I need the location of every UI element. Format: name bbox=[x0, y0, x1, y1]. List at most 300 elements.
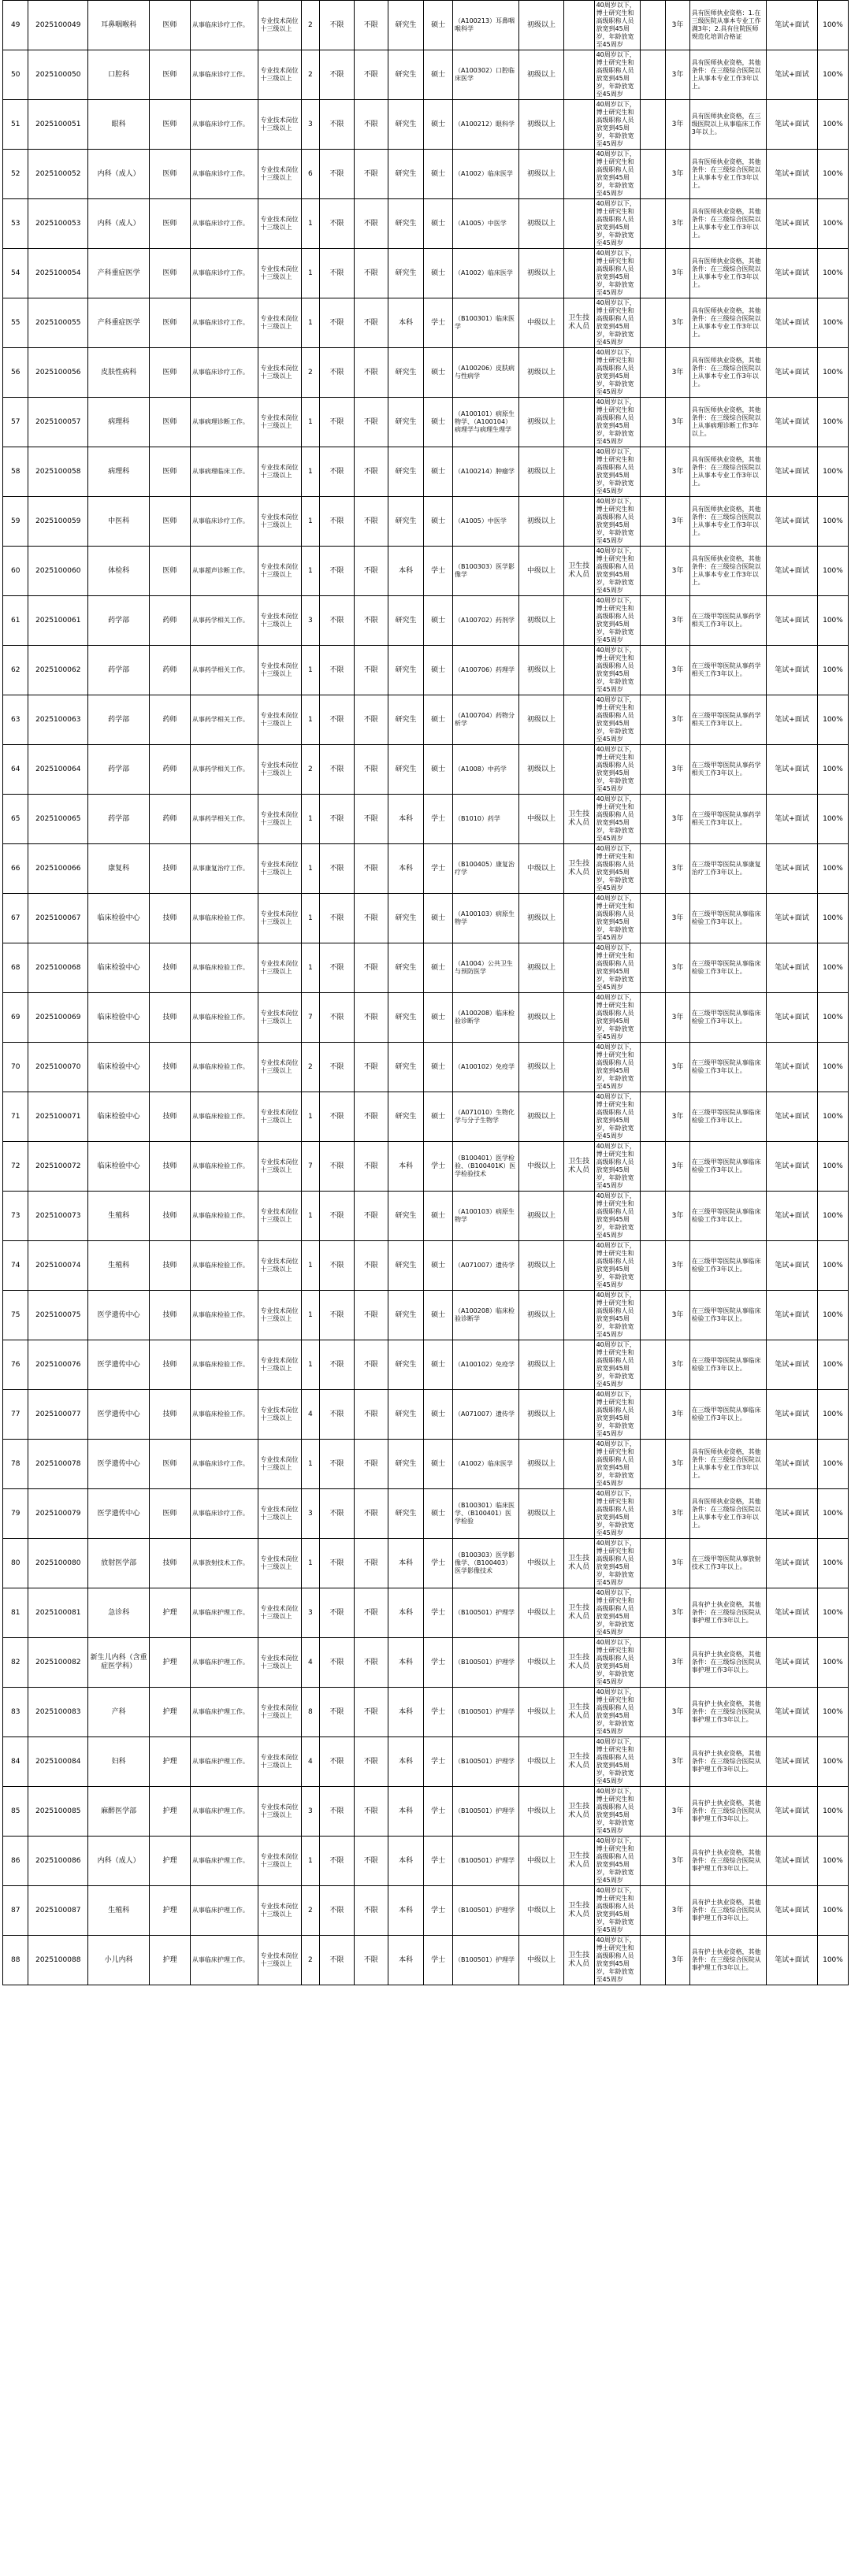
cell-ratio: 100% bbox=[817, 695, 848, 745]
cell-qualification-category bbox=[563, 50, 594, 100]
cell-age-requirement: 40周岁以下，博士研究生和高级职称人员放宽到45周岁，年龄放宽至45周岁 bbox=[594, 1291, 640, 1340]
cell-service-years: 3年 bbox=[666, 1588, 689, 1638]
cell-title-level: 中级以上 bbox=[519, 1936, 563, 1985]
cell-age-requirement: 40周岁以下，博士研究生和高级职称人员放宽到45周岁，年龄放宽至45周岁 bbox=[594, 1539, 640, 1588]
cell-major: （B100303）医学影像学 bbox=[453, 547, 519, 596]
cell-other-requirements: 在三级甲等医院从事临床检验工作3年以上。 bbox=[689, 1043, 766, 1092]
cell-major: （A100213）耳鼻咽喉科学 bbox=[453, 1, 519, 50]
cell-other-requirements: 具有医师执业资格，其他条件：在三级综合医院以上从事本专业工作3年以上。 bbox=[689, 497, 766, 547]
cell-education: 本科 bbox=[388, 1588, 423, 1638]
cell-row-number: 83 bbox=[3, 1688, 28, 1737]
cell-degree: 硕士 bbox=[424, 199, 453, 249]
cell-qualification-category: 卫生技术人员 bbox=[563, 1142, 594, 1192]
cell-ratio: 100% bbox=[817, 1043, 848, 1092]
cell-degree: 硕士 bbox=[424, 1241, 453, 1291]
cell-ratio: 100% bbox=[817, 298, 848, 348]
cell-hire-count: 1 bbox=[301, 795, 320, 844]
cell-gender: 不限 bbox=[320, 943, 354, 993]
cell-qualification-category: 卫生技术人员 bbox=[563, 1787, 594, 1837]
cell-other-requirements: 具有护士执业资格，其他条件：在三级综合医院从事护理工作3年以上。 bbox=[689, 1886, 766, 1936]
cell-exam-method: 笔试+面试 bbox=[767, 1043, 818, 1092]
cell-ethnicity: 不限 bbox=[354, 745, 388, 795]
cell-post-code: 2025100070 bbox=[28, 1043, 88, 1092]
cell-post-type: 技师 bbox=[150, 1340, 191, 1390]
cell-ratio: 100% bbox=[817, 1539, 848, 1588]
cell-hire-count: 2 bbox=[301, 348, 320, 398]
table-row bbox=[3, 199, 849, 249]
cell-major: （A100206）皮肤病与性病学 bbox=[453, 348, 519, 398]
cell-row-number: 77 bbox=[3, 1390, 28, 1440]
cell-ratio: 100% bbox=[817, 894, 848, 943]
cell-age-requirement: 40周岁以下，博士研究生和高级职称人员放宽到45周岁，年龄放宽至45周岁 bbox=[594, 1936, 640, 1985]
cell-gender: 不限 bbox=[320, 1192, 354, 1241]
cell-post-type: 技师 bbox=[150, 894, 191, 943]
cell-education: 研究生 bbox=[388, 497, 423, 547]
cell-post-type: 医师 bbox=[150, 1489, 191, 1539]
cell-row-number: 87 bbox=[3, 1886, 28, 1936]
cell-residency bbox=[640, 50, 665, 100]
cell-qualification-category: 卫生技术人员 bbox=[563, 1638, 594, 1688]
cell-row-number: 70 bbox=[3, 1043, 28, 1092]
cell-hire-count: 2 bbox=[301, 1886, 320, 1936]
cell-post-type: 医师 bbox=[150, 497, 191, 547]
cell-major: （B100301）临床医学、（B100401）医学检验 bbox=[453, 1489, 519, 1539]
cell-ethnicity: 不限 bbox=[354, 646, 388, 695]
cell-post-level: 专业技术岗位十三级以上 bbox=[258, 646, 301, 695]
cell-ethnicity: 不限 bbox=[354, 993, 388, 1043]
cell-other-requirements: 具有医师执业资格：1.在三级医院从事本专业工作满3年；2.具有住院医师规范化培训合格证 bbox=[689, 1, 766, 50]
cell-title-level: 初级以上 bbox=[519, 150, 563, 199]
cell-hire-count: 1 bbox=[301, 497, 320, 547]
cell-qualification-category bbox=[563, 745, 594, 795]
table-row bbox=[3, 447, 849, 497]
cell-other-requirements: 在三级甲等医院从事药学相关工作3年以上。 bbox=[689, 795, 766, 844]
table-row bbox=[3, 1539, 849, 1588]
cell-job-duty: 从事临床诊疗工作。 bbox=[190, 150, 258, 199]
cell-hire-count: 1 bbox=[301, 447, 320, 497]
cell-post-code: 2025100078 bbox=[28, 1440, 88, 1489]
cell-title-level: 初级以上 bbox=[519, 1390, 563, 1440]
cell-degree: 学士 bbox=[424, 844, 453, 894]
cell-job-duty: 从事临床检验工作。 bbox=[190, 993, 258, 1043]
cell-qualification-category bbox=[563, 150, 594, 199]
cell-post-type: 医师 bbox=[150, 398, 191, 447]
cell-ratio: 100% bbox=[817, 1588, 848, 1638]
cell-post-type: 技师 bbox=[150, 1142, 191, 1192]
cell-other-requirements: 具有护士执业资格，其他条件：在三级综合医院从事护理工作3年以上。 bbox=[689, 1837, 766, 1886]
cell-row-number: 67 bbox=[3, 894, 28, 943]
cell-degree: 硕士 bbox=[424, 745, 453, 795]
cell-age-requirement: 40周岁以下，博士研究生和高级职称人员放宽到45周岁，年龄放宽至45周岁 bbox=[594, 1489, 640, 1539]
cell-education: 研究生 bbox=[388, 894, 423, 943]
cell-age-requirement: 40周岁以下，博士研究生和高级职称人员放宽到45周岁，年龄放宽至45周岁 bbox=[594, 298, 640, 348]
cell-age-requirement: 40周岁以下，博士研究生和高级职称人员放宽到45周岁，年龄放宽至45周岁 bbox=[594, 596, 640, 646]
cell-title-level: 中级以上 bbox=[519, 1837, 563, 1886]
cell-gender: 不限 bbox=[320, 646, 354, 695]
table-row bbox=[3, 695, 849, 745]
cell-ratio: 100% bbox=[817, 547, 848, 596]
cell-post-code: 2025100071 bbox=[28, 1092, 88, 1142]
cell-row-number: 65 bbox=[3, 795, 28, 844]
cell-degree: 学士 bbox=[424, 1936, 453, 1985]
cell-age-requirement: 40周岁以下，博士研究生和高级职称人员放宽到45周岁，年龄放宽至45周岁 bbox=[594, 100, 640, 150]
cell-service-years: 3年 bbox=[666, 894, 689, 943]
cell-other-requirements: 在三级甲等医院从事临床检验工作3年以上。 bbox=[689, 1340, 766, 1390]
cell-ratio: 100% bbox=[817, 199, 848, 249]
cell-exam-method: 笔试+面试 bbox=[767, 745, 818, 795]
cell-gender: 不限 bbox=[320, 1837, 354, 1886]
cell-education: 本科 bbox=[388, 1936, 423, 1985]
cell-post-type: 医师 bbox=[150, 547, 191, 596]
cell-title-level: 中级以上 bbox=[519, 1588, 563, 1638]
cell-exam-method: 笔试+面试 bbox=[767, 249, 818, 298]
table-row bbox=[3, 596, 849, 646]
cell-major: （A100102）免疫学 bbox=[453, 1043, 519, 1092]
cell-post-type: 护理 bbox=[150, 1688, 191, 1737]
cell-exam-method: 笔试+面试 bbox=[767, 1936, 818, 1985]
cell-post-level: 专业技术岗位十三级以上 bbox=[258, 1440, 301, 1489]
cell-gender: 不限 bbox=[320, 298, 354, 348]
cell-qualification-category bbox=[563, 199, 594, 249]
cell-post-code: 2025100086 bbox=[28, 1837, 88, 1886]
cell-ethnicity: 不限 bbox=[354, 50, 388, 100]
cell-ethnicity: 不限 bbox=[354, 100, 388, 150]
cell-title-level: 中级以上 bbox=[519, 1142, 563, 1192]
cell-exam-method: 笔试+面试 bbox=[767, 1688, 818, 1737]
cell-ratio: 100% bbox=[817, 1489, 848, 1539]
cell-hire-count: 1 bbox=[301, 1539, 320, 1588]
cell-row-number: 56 bbox=[3, 348, 28, 398]
cell-department: 内科（成人） bbox=[88, 1837, 150, 1886]
table-row bbox=[3, 547, 849, 596]
cell-gender: 不限 bbox=[320, 1936, 354, 1985]
cell-job-duty: 从事临床检验工作。 bbox=[190, 894, 258, 943]
cell-ratio: 100% bbox=[817, 745, 848, 795]
cell-gender: 不限 bbox=[320, 745, 354, 795]
cell-qualification-category: 卫生技术人员 bbox=[563, 298, 594, 348]
cell-residency bbox=[640, 1192, 665, 1241]
cell-title-level: 初级以上 bbox=[519, 1241, 563, 1291]
cell-post-code: 2025100049 bbox=[28, 1, 88, 50]
cell-service-years: 3年 bbox=[666, 1489, 689, 1539]
cell-education: 本科 bbox=[388, 1688, 423, 1737]
cell-row-number: 74 bbox=[3, 1241, 28, 1291]
cell-other-requirements: 在三级甲等医院从事药学相关工作3年以上。 bbox=[689, 695, 766, 745]
cell-degree: 硕士 bbox=[424, 1489, 453, 1539]
cell-exam-method: 笔试+面试 bbox=[767, 447, 818, 497]
cell-post-code: 2025100080 bbox=[28, 1539, 88, 1588]
cell-post-level: 专业技术岗位十三级以上 bbox=[258, 1142, 301, 1192]
cell-row-number: 76 bbox=[3, 1340, 28, 1390]
cell-hire-count: 2 bbox=[301, 1936, 320, 1985]
cell-hire-count: 2 bbox=[301, 1, 320, 50]
cell-service-years: 3年 bbox=[666, 695, 689, 745]
cell-education: 本科 bbox=[388, 1142, 423, 1192]
cell-degree: 学士 bbox=[424, 298, 453, 348]
cell-major: （A100702）药剂学 bbox=[453, 596, 519, 646]
cell-degree: 硕士 bbox=[424, 596, 453, 646]
cell-title-level: 初级以上 bbox=[519, 596, 563, 646]
table-row bbox=[3, 1588, 849, 1638]
cell-post-level: 专业技术岗位十三级以上 bbox=[258, 596, 301, 646]
cell-ratio: 100% bbox=[817, 844, 848, 894]
cell-post-code: 2025100057 bbox=[28, 398, 88, 447]
cell-ethnicity: 不限 bbox=[354, 398, 388, 447]
cell-residency bbox=[640, 249, 665, 298]
cell-ethnicity: 不限 bbox=[354, 497, 388, 547]
cell-post-code: 2025100073 bbox=[28, 1192, 88, 1241]
cell-qualification-category bbox=[563, 100, 594, 150]
cell-post-code: 2025100056 bbox=[28, 348, 88, 398]
cell-ratio: 100% bbox=[817, 993, 848, 1043]
cell-education: 研究生 bbox=[388, 1241, 423, 1291]
cell-other-requirements: 具有医师执业资格，其他条件：在三级综合医院以上从事本专业工作3年以上。 bbox=[689, 150, 766, 199]
cell-age-requirement: 40周岁以下，博士研究生和高级职称人员放宽到45周岁，年龄放宽至45周岁 bbox=[594, 1043, 640, 1092]
cell-residency bbox=[640, 1, 665, 50]
cell-post-code: 2025100054 bbox=[28, 249, 88, 298]
cell-major: （A071007）遗传学 bbox=[453, 1390, 519, 1440]
table-row bbox=[3, 1043, 849, 1092]
cell-ratio: 100% bbox=[817, 795, 848, 844]
cell-other-requirements: 具有医师执业资格，其他条件：在三级综合医院以上从事本专业工作3年以上。 bbox=[689, 1440, 766, 1489]
table-row bbox=[3, 1, 849, 50]
cell-residency bbox=[640, 150, 665, 199]
cell-exam-method: 笔试+面试 bbox=[767, 1539, 818, 1588]
cell-degree: 硕士 bbox=[424, 447, 453, 497]
cell-service-years: 3年 bbox=[666, 447, 689, 497]
table-row bbox=[3, 1886, 849, 1936]
cell-other-requirements: 在三级甲等医院从事药学相关工作3年以上。 bbox=[689, 745, 766, 795]
cell-qualification-category: 卫生技术人员 bbox=[563, 1886, 594, 1936]
cell-hire-count: 1 bbox=[301, 547, 320, 596]
cell-row-number: 73 bbox=[3, 1192, 28, 1241]
table-row bbox=[3, 1291, 849, 1340]
cell-job-duty: 从事临床诊疗工作。 bbox=[190, 1440, 258, 1489]
cell-age-requirement: 40周岁以下，博士研究生和高级职称人员放宽到45周岁，年龄放宽至45周岁 bbox=[594, 844, 640, 894]
cell-job-duty: 从事临床检验工作。 bbox=[190, 1092, 258, 1142]
cell-post-code: 2025100058 bbox=[28, 447, 88, 497]
cell-hire-count: 3 bbox=[301, 1787, 320, 1837]
cell-post-type: 医师 bbox=[150, 199, 191, 249]
cell-post-level: 专业技术岗位十三级以上 bbox=[258, 1291, 301, 1340]
cell-hire-count: 1 bbox=[301, 943, 320, 993]
cell-residency bbox=[640, 1043, 665, 1092]
table-row bbox=[3, 298, 849, 348]
cell-service-years: 3年 bbox=[666, 348, 689, 398]
cell-major: （A1004）公共卫生与预防医学 bbox=[453, 943, 519, 993]
cell-service-years: 3年 bbox=[666, 1886, 689, 1936]
cell-post-code: 2025100081 bbox=[28, 1588, 88, 1638]
cell-degree: 硕士 bbox=[424, 1, 453, 50]
cell-service-years: 3年 bbox=[666, 1043, 689, 1092]
cell-post-type: 医师 bbox=[150, 100, 191, 150]
cell-post-code: 2025100063 bbox=[28, 695, 88, 745]
cell-residency bbox=[640, 1936, 665, 1985]
cell-degree: 学士 bbox=[424, 1688, 453, 1737]
cell-post-level: 专业技术岗位十三级以上 bbox=[258, 1737, 301, 1787]
cell-service-years: 3年 bbox=[666, 993, 689, 1043]
cell-degree: 硕士 bbox=[424, 348, 453, 398]
cell-service-years: 3年 bbox=[666, 298, 689, 348]
cell-age-requirement: 40周岁以下，博士研究生和高级职称人员放宽到45周岁，年龄放宽至45周岁 bbox=[594, 1638, 640, 1688]
cell-department: 临床检验中心 bbox=[88, 993, 150, 1043]
cell-post-type: 技师 bbox=[150, 844, 191, 894]
cell-post-level: 专业技术岗位十三级以上 bbox=[258, 1192, 301, 1241]
cell-service-years: 3年 bbox=[666, 50, 689, 100]
cell-post-level: 专业技术岗位十三级以上 bbox=[258, 1390, 301, 1440]
cell-post-level: 专业技术岗位十三级以上 bbox=[258, 150, 301, 199]
cell-title-level: 初级以上 bbox=[519, 497, 563, 547]
cell-post-code: 2025100083 bbox=[28, 1688, 88, 1737]
cell-ethnicity: 不限 bbox=[354, 1192, 388, 1241]
cell-post-type: 医师 bbox=[150, 1440, 191, 1489]
cell-other-requirements: 在三级甲等医院从事临床检验工作3年以上。 bbox=[689, 1291, 766, 1340]
cell-ratio: 100% bbox=[817, 1936, 848, 1985]
cell-hire-count: 2 bbox=[301, 745, 320, 795]
cell-post-level: 专业技术岗位十三级以上 bbox=[258, 497, 301, 547]
cell-residency bbox=[640, 1688, 665, 1737]
table-row bbox=[3, 795, 849, 844]
cell-service-years: 3年 bbox=[666, 1192, 689, 1241]
cell-qualification-category bbox=[563, 1192, 594, 1241]
cell-row-number: 55 bbox=[3, 298, 28, 348]
cell-job-duty: 从事临床检验工作。 bbox=[190, 1192, 258, 1241]
cell-education: 本科 bbox=[388, 1539, 423, 1588]
cell-education: 本科 bbox=[388, 795, 423, 844]
cell-major: （A1005）中医学 bbox=[453, 497, 519, 547]
cell-row-number: 78 bbox=[3, 1440, 28, 1489]
cell-gender: 不限 bbox=[320, 795, 354, 844]
cell-exam-method: 笔试+面试 bbox=[767, 1440, 818, 1489]
cell-post-type: 药师 bbox=[150, 646, 191, 695]
cell-row-number: 62 bbox=[3, 646, 28, 695]
cell-education: 研究生 bbox=[388, 1291, 423, 1340]
table-row bbox=[3, 348, 849, 398]
cell-post-code: 2025100051 bbox=[28, 100, 88, 150]
cell-job-duty: 从事病理诊断工作。 bbox=[190, 398, 258, 447]
cell-education: 研究生 bbox=[388, 1092, 423, 1142]
cell-degree: 学士 bbox=[424, 1737, 453, 1787]
cell-ratio: 100% bbox=[817, 1340, 848, 1390]
cell-residency bbox=[640, 695, 665, 745]
cell-post-type: 技师 bbox=[150, 943, 191, 993]
cell-exam-method: 笔试+面试 bbox=[767, 993, 818, 1043]
cell-post-level: 专业技术岗位十三级以上 bbox=[258, 1092, 301, 1142]
cell-major: （B100501）护理学 bbox=[453, 1588, 519, 1638]
cell-other-requirements: 在三级甲等医院从事临床检验工作3年以上。 bbox=[689, 1390, 766, 1440]
cell-exam-method: 笔试+面试 bbox=[767, 1092, 818, 1142]
cell-exam-method: 笔试+面试 bbox=[767, 1, 818, 50]
cell-ratio: 100% bbox=[817, 1440, 848, 1489]
cell-qualification-category bbox=[563, 1489, 594, 1539]
cell-gender: 不限 bbox=[320, 497, 354, 547]
cell-degree: 硕士 bbox=[424, 100, 453, 150]
table-row bbox=[3, 1936, 849, 1985]
cell-qualification-category: 卫生技术人员 bbox=[563, 1837, 594, 1886]
cell-post-type: 医师 bbox=[150, 1, 191, 50]
cell-ratio: 100% bbox=[817, 1837, 848, 1886]
cell-job-duty: 从事临床护理工作。 bbox=[190, 1837, 258, 1886]
cell-degree: 硕士 bbox=[424, 943, 453, 993]
cell-hire-count: 4 bbox=[301, 1638, 320, 1688]
table-row bbox=[3, 1688, 849, 1737]
cell-post-code: 2025100072 bbox=[28, 1142, 88, 1192]
cell-post-type: 技师 bbox=[150, 1291, 191, 1340]
cell-post-type: 技师 bbox=[150, 1539, 191, 1588]
cell-education: 研究生 bbox=[388, 150, 423, 199]
cell-post-code: 2025100055 bbox=[28, 298, 88, 348]
cell-post-type: 护理 bbox=[150, 1936, 191, 1985]
cell-major: （B100501）护理学 bbox=[453, 1737, 519, 1787]
cell-qualification-category bbox=[563, 993, 594, 1043]
cell-service-years: 3年 bbox=[666, 1390, 689, 1440]
cell-job-duty: 从事临床检验工作。 bbox=[190, 943, 258, 993]
cell-title-level: 中级以上 bbox=[519, 547, 563, 596]
cell-post-type: 医师 bbox=[150, 348, 191, 398]
cell-department: 医学遗传中心 bbox=[88, 1390, 150, 1440]
cell-post-level: 专业技术岗位十三级以上 bbox=[258, 50, 301, 100]
cell-job-duty: 从事临床检验工作。 bbox=[190, 1142, 258, 1192]
cell-hire-count: 1 bbox=[301, 1440, 320, 1489]
cell-service-years: 3年 bbox=[666, 943, 689, 993]
cell-other-requirements: 在三级甲等医院从事康复治疗工作3年以上。 bbox=[689, 844, 766, 894]
cell-job-duty: 从事临床检验工作。 bbox=[190, 1340, 258, 1390]
cell-job-duty: 从事临床护理工作。 bbox=[190, 1787, 258, 1837]
cell-row-number: 59 bbox=[3, 497, 28, 547]
cell-hire-count: 1 bbox=[301, 894, 320, 943]
cell-education: 研究生 bbox=[388, 596, 423, 646]
cell-row-number: 52 bbox=[3, 150, 28, 199]
cell-title-level: 中级以上 bbox=[519, 1787, 563, 1837]
cell-gender: 不限 bbox=[320, 249, 354, 298]
cell-age-requirement: 40周岁以下，博士研究生和高级职称人员放宽到45周岁，年龄放宽至45周岁 bbox=[594, 348, 640, 398]
cell-exam-method: 笔试+面试 bbox=[767, 398, 818, 447]
cell-ethnicity: 不限 bbox=[354, 199, 388, 249]
cell-department: 妇科 bbox=[88, 1737, 150, 1787]
cell-service-years: 3年 bbox=[666, 1, 689, 50]
cell-post-type: 护理 bbox=[150, 1837, 191, 1886]
cell-hire-count: 1 bbox=[301, 298, 320, 348]
cell-age-requirement: 40周岁以下，博士研究生和高级职称人员放宽到45周岁，年龄放宽至45周岁 bbox=[594, 1192, 640, 1241]
cell-age-requirement: 40周岁以下，博士研究生和高级职称人员放宽到45周岁，年龄放宽至45周岁 bbox=[594, 1886, 640, 1936]
cell-job-duty: 从事临床护理工作。 bbox=[190, 1638, 258, 1688]
table-row bbox=[3, 1489, 849, 1539]
cell-department: 药学部 bbox=[88, 695, 150, 745]
cell-major: （A1008）中药学 bbox=[453, 745, 519, 795]
cell-education: 本科 bbox=[388, 1886, 423, 1936]
cell-other-requirements: 具有医师执业资格，其他条件：在三级综合医院以上从事本专业工作3年以上。 bbox=[689, 547, 766, 596]
cell-post-type: 护理 bbox=[150, 1588, 191, 1638]
cell-job-duty: 从事临床检验工作。 bbox=[190, 1390, 258, 1440]
cell-major: （A100102）免疫学 bbox=[453, 1340, 519, 1390]
cell-education: 本科 bbox=[388, 298, 423, 348]
cell-row-number: 80 bbox=[3, 1539, 28, 1588]
cell-other-requirements: 具有医师执业资格，其他条件：在三级综合医院以上从事本专业工作3年以上。 bbox=[689, 298, 766, 348]
cell-post-code: 2025100088 bbox=[28, 1936, 88, 1985]
cell-residency bbox=[640, 1489, 665, 1539]
cell-degree: 硕士 bbox=[424, 1192, 453, 1241]
cell-age-requirement: 40周岁以下，博士研究生和高级职称人员放宽到45周岁，年龄放宽至45周岁 bbox=[594, 1241, 640, 1291]
cell-age-requirement: 40周岁以下，博士研究生和高级职称人员放宽到45周岁，年龄放宽至45周岁 bbox=[594, 398, 640, 447]
cell-residency bbox=[640, 844, 665, 894]
cell-ethnicity: 不限 bbox=[354, 1489, 388, 1539]
cell-department: 麻醉医学部 bbox=[88, 1787, 150, 1837]
cell-age-requirement: 40周岁以下，博士研究生和高级职称人员放宽到45周岁，年龄放宽至45周岁 bbox=[594, 1, 640, 50]
cell-service-years: 3年 bbox=[666, 1638, 689, 1688]
cell-title-level: 中级以上 bbox=[519, 1688, 563, 1737]
cell-service-years: 3年 bbox=[666, 100, 689, 150]
cell-residency bbox=[640, 745, 665, 795]
